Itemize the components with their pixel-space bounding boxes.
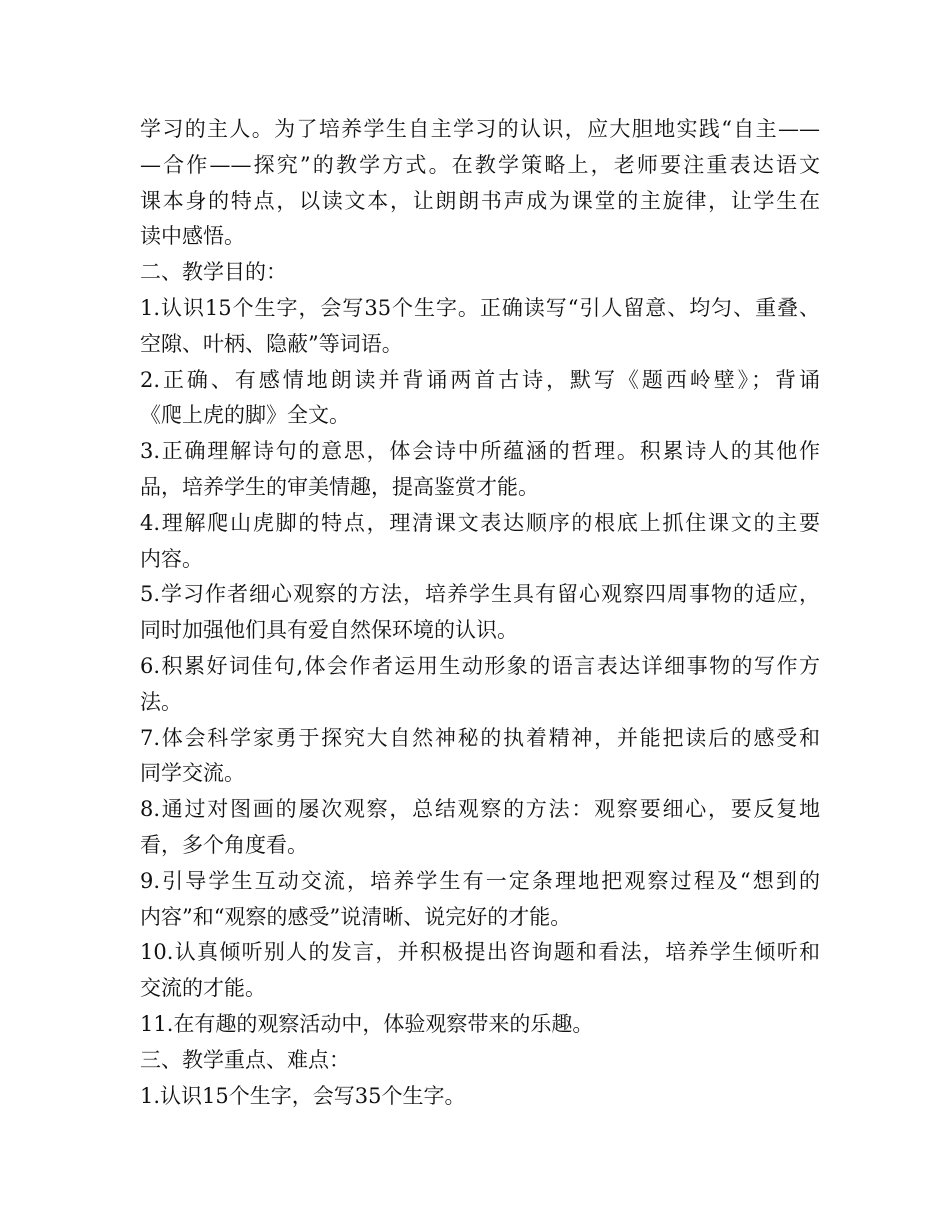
text-line: 《爬上虎的脚》全文。 — [140, 403, 350, 428]
list-item: 2.正确、有感情地朗读并背诵两首古诗，默写《题西岭壁》；背诵 — [140, 367, 820, 392]
text-line: 空隙、叶柄、隐蔽”等词语。 — [140, 331, 403, 356]
list-item: 10.认真倾听别人的发言，并积极提出咨询题和看法，培养学生倾听和 — [140, 940, 820, 965]
text-line: —合作——探究”的教学方式。在教学策略上，老师要注重表达语文 — [140, 152, 820, 177]
text-line: 读中感悟。 — [140, 224, 245, 249]
text-line: 法。 — [140, 689, 182, 714]
text-line: 同时加强他们具有爱自然保环境的认识。 — [140, 618, 518, 643]
list-item: 3.正确理解诗句的意思，体会诗中所蕴涵的哲理。积累诗人的其他作 — [140, 439, 820, 464]
list-item: 6.积累好词佳句,体会作者运用生动形象的语言表达详细事物的写作方 — [140, 653, 820, 678]
list-item: 8.通过对图画的屡次观察，总结观察的方法：观察要细心，要反复地 — [140, 797, 820, 822]
text-line: 同学交流。 — [140, 761, 245, 786]
list-item: 1.认识15个生字，会写35个生字。正确读写“引人留意、均匀、重叠、 — [140, 295, 820, 320]
list-item: 9.引导学生互动交流，培养学生有一定条理地把观察过程及“想到的 — [140, 868, 820, 893]
text-line: 学习的主人。为了培养学生自主学习的认识，应大胆地实践“自主—— — [140, 117, 820, 141]
text-line: 看，多个角度看。 — [140, 832, 308, 857]
text-line: 课本身的特点，以读文本，让朗朗书声成为课堂的主旋律，让学生在 — [140, 188, 820, 213]
text-line: 内容。 — [140, 546, 203, 571]
list-item: 1.认识15个生字，会写35个生字。 — [140, 1083, 466, 1108]
list-item: 7.体会科学家勇于探究大自然神秘的执着精神，并能把读后的感受和 — [140, 725, 820, 750]
section-heading: 三、教学重点、难点： — [140, 1047, 350, 1072]
text-line: 内容”和“观察的感受”说清晰、说完好的才能。 — [140, 904, 572, 929]
list-item: 4.理解爬山虎脚的特点，理清课文表达顺序的根底上抓住课文的主要 — [140, 510, 820, 535]
text-line: 交流的才能。 — [140, 976, 266, 1001]
list-item: 5.学习作者细心观察的方法，培养学生具有留心观察四周事物的适应， — [140, 582, 820, 607]
document-body — [140, 112, 820, 1114]
section-heading: 二、教学目的： — [140, 260, 287, 285]
text-line: 品，培养学生的审美情趣，提高鉴赏才能。 — [140, 474, 539, 499]
list-item: 11.在有趣的观察活动中，体验观察带来的乐趣。 — [140, 1011, 594, 1036]
